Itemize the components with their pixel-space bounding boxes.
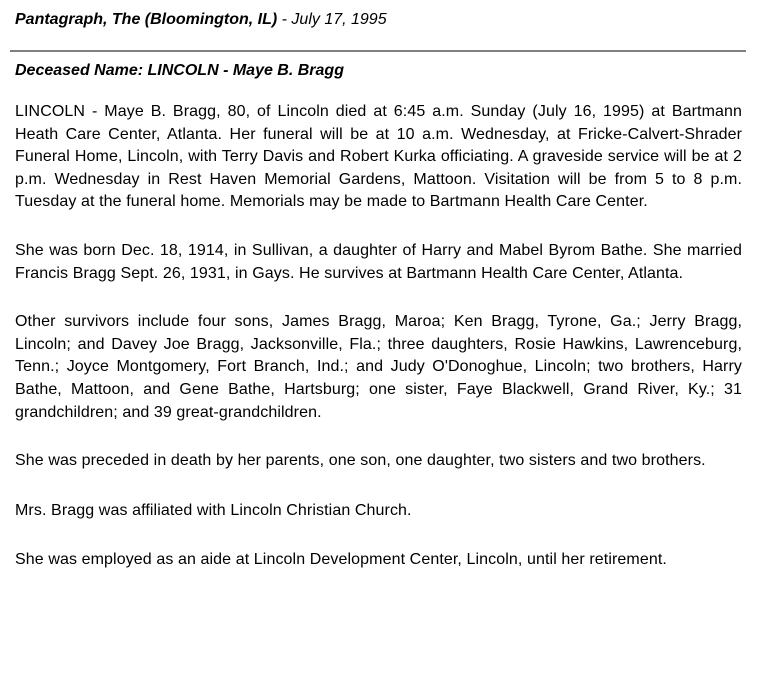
paragraph-survivors: Other survivors include four sons, James Bragg, Maroa; Ken Bragg, Tyrone, Ga.; Jerry Bragg, Lincoln; and Davey Joe Bragg, Jacksonville, Fla.; three daughters, Rosie Hawkins, Lawrenceburg, Tenn.; Joyce Montgomery, Fort Branch, Ind.; and Judy O'Donoghue, Lincoln; two brothers, Harry Bathe, Mattoon, and Gene Bathe, Hartsburg; one sister, Faye Blackwell, Grand River, Ky.; 31 grandchildren; and 39 great-grandchildren. bbox=[15, 313, 742, 421]
publication-name: Pantagraph, The (Bloomington, IL) bbox=[15, 11, 278, 28]
paragraph-birth-and-marriage: She was born Dec. 18, 1914, in Sullivan, a daughter of Harry and Mabel Byrom Bathe. She married Francis Bragg Sept. 26, 1931, in Gays. He survives at Bartmann Health Care Center, Atlanta. bbox=[15, 241, 742, 282]
paragraph-church-affiliation: Mrs. Bragg was affiliated with Lincoln Christian Church. bbox=[15, 501, 412, 519]
publication-date: July 17, 1995 bbox=[291, 11, 387, 28]
paragraph-preceded-in-death: She was preceded in death by her parents, one son, one daughter, two sisters and two brothers. bbox=[15, 452, 706, 470]
obituary-body bbox=[15, 101, 742, 598]
date-separator: - bbox=[277, 11, 292, 28]
paragraph-death-and-services: LINCOLN - Maye B. Bragg, 80, of Lincoln died at 6:45 a.m. Sunday (July 16, 1995) at Bartmann Heath Care Center, Atlanta. Her funeral will be at 10 a.m. Wednesday, at Fricke-Calvert-Shrader Funeral Home, Lincoln, with Terry Davis and Robert Kurka officiating. A graveside service will be at 2 p.m. Wednesday in Rest Haven Memorial Gardens, Mattoon. Visitation will be from 5 to 8 p.m. Tuesday at the funeral home. Memorials may be made to Bartmann Health Care Center. bbox=[15, 103, 742, 211]
paragraph-employment: She was employed as an aide at Lincoln Development Center, Lincoln, until her retirement. bbox=[15, 551, 667, 569]
source-line bbox=[15, 10, 387, 30]
header-divider bbox=[10, 50, 746, 52]
deceased-name-heading: Deceased Name: LINCOLN - Maye B. Bragg bbox=[15, 62, 344, 79]
